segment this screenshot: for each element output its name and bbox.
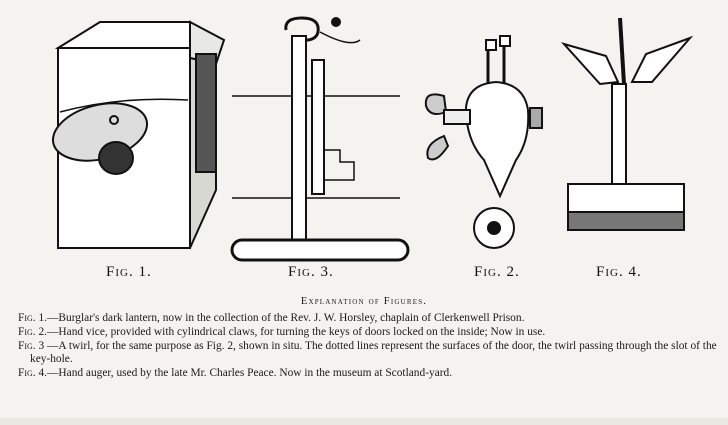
explanation-title: Explanation of Figures. xyxy=(300,296,428,307)
explanation-item xyxy=(18,340,723,364)
explanation-item-text: —A twirl, for the same purpose as Fig. 2, shown in situ. The dotted lines represent the surfaces of the door, the twirl passing through the slot of the key-hole. xyxy=(30,340,717,365)
fig1-caption: Fig. 1. xyxy=(106,264,152,280)
explanation-list xyxy=(18,312,723,381)
fig3-twirl xyxy=(232,18,408,260)
fig4-hand-auger xyxy=(564,18,690,230)
fig1-lantern xyxy=(47,22,224,248)
explanation-item xyxy=(18,367,723,379)
explanation-item-text: —Burglar's dark lantern, now in the collection of the Rev. J. W. Horsley, chaplain of Clerkenwell Prison. xyxy=(47,312,525,324)
page-edge xyxy=(0,418,728,425)
explanation-item xyxy=(18,312,723,324)
fig3-caption: Fig. 3. xyxy=(288,264,334,280)
explanation-item-label: Fig. 3 xyxy=(18,340,45,353)
explanation-item-label: Fig. 1. xyxy=(18,312,48,324)
explanation-item-text: —Hand vice, provided with cylindrical claws, for turning the keys of doors locked on the inside; Now in use. xyxy=(47,326,546,339)
fig2-hand-vice xyxy=(426,36,542,248)
fig2-caption: Fig. 2. xyxy=(474,264,520,280)
explanation-item-label: Fig. 2. xyxy=(18,326,48,339)
explanation-item-label: Fig. 4. xyxy=(18,366,48,379)
explanation-item xyxy=(18,326,723,338)
fig4-caption: Fig. 4. xyxy=(596,264,642,280)
explanation-item-text: —Hand auger, used by the late Mr. Charles Peace. Now in the museum at Scotland-yard. xyxy=(47,366,453,379)
